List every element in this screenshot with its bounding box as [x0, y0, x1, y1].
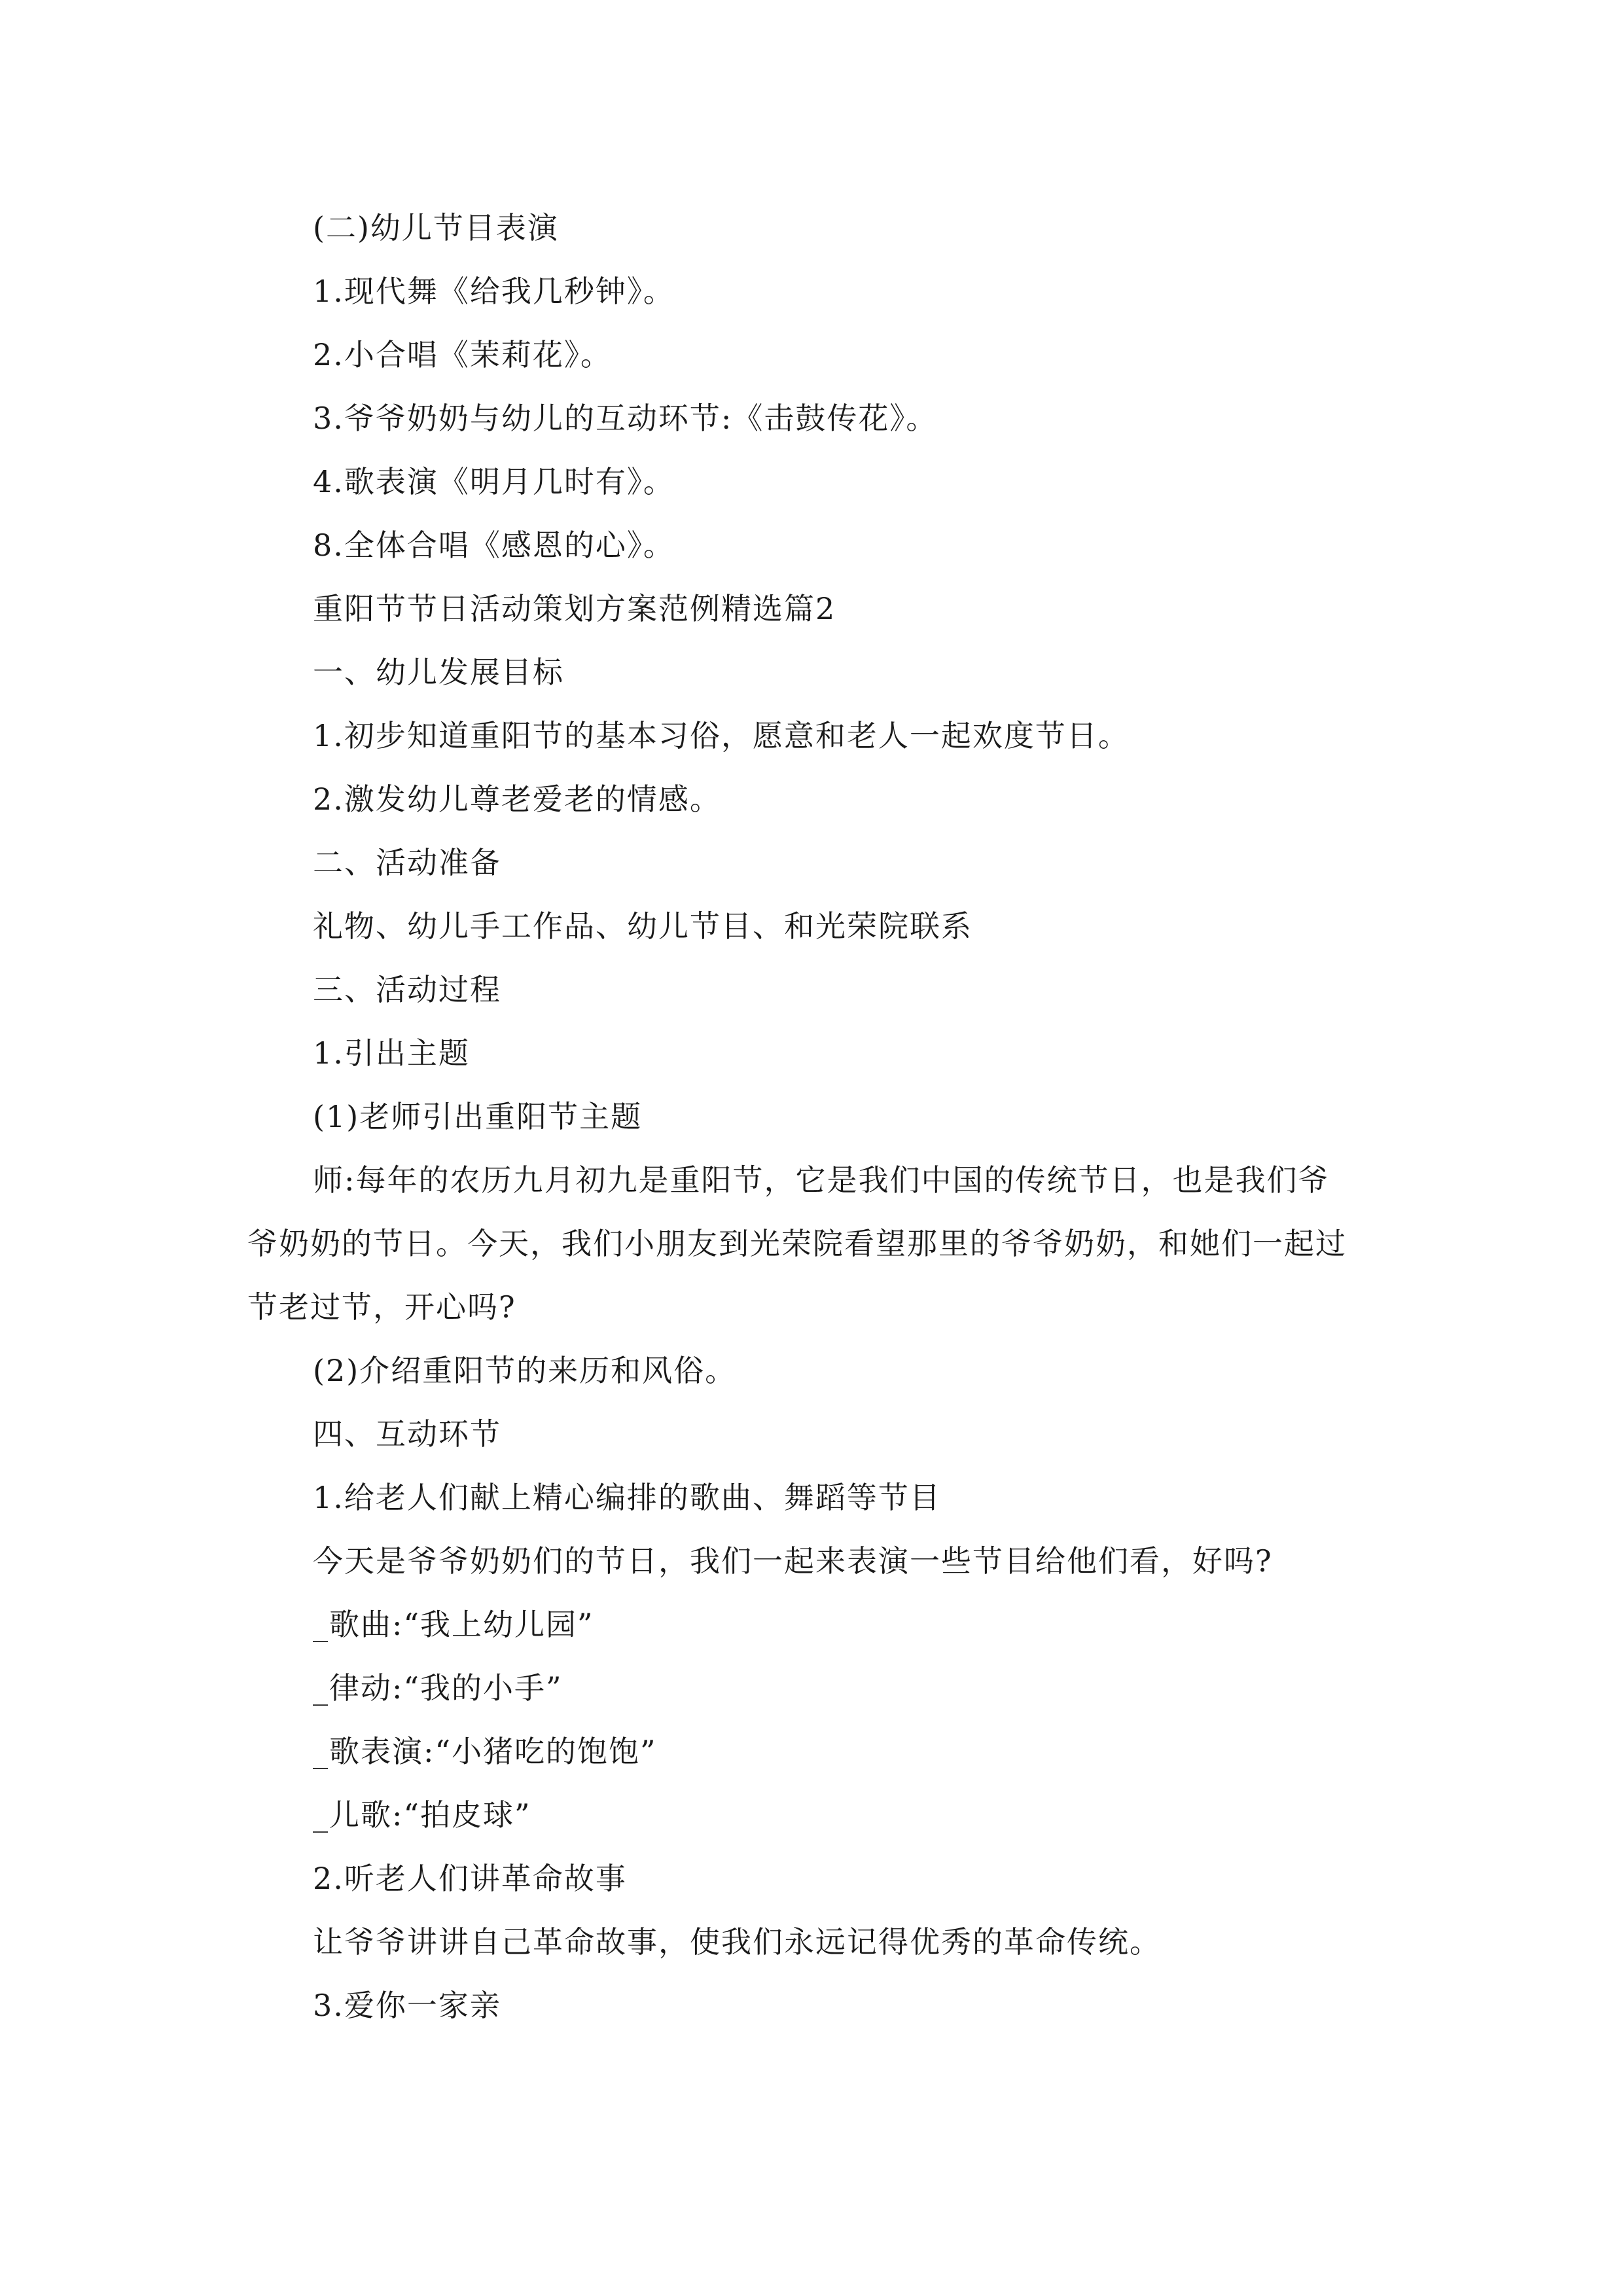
- list-item: _律动:“我的小手”: [313, 1670, 563, 1706]
- section-heading: (二)幼儿节目表演: [313, 210, 559, 245]
- paragraph-line: 节老过节，开心吗?: [247, 1289, 516, 1325]
- subsection-heading: 1.给老人们献上精心编排的歌曲、舞蹈等节目: [313, 1480, 941, 1515]
- section-heading: 二、活动准备: [313, 845, 501, 880]
- list-item: 2.激发幼儿尊老爱老的情感。: [313, 781, 721, 817]
- subsection-heading: (1)老师引出重阳节主题: [313, 1099, 643, 1134]
- paragraph-line: 师:每年的农历九月初九是重阳节，它是我们中国的传统节日，也是我们爷: [313, 1162, 1330, 1198]
- list-item: 1.初步知道重阳节的基本习俗，愿意和老人一起欢度节日。: [313, 718, 1130, 753]
- paragraph: 礼物、幼儿手工作品、幼儿节目、和光荣院联系: [313, 908, 972, 944]
- subsection-heading: 1.引出主题: [313, 1035, 470, 1071]
- list-item: 1.现代舞《给我几秒钟》。: [313, 274, 675, 309]
- paragraph: 今天是爷爷奶奶们的节日，我们一起来表演一些节目给他们看，好吗?: [313, 1543, 1273, 1579]
- list-item: 4.歌表演《明月几时有》。: [313, 464, 675, 499]
- section-heading: 三、活动过程: [313, 972, 501, 1007]
- subsection-heading: (2)介绍重阳节的来历和风俗。: [313, 1353, 737, 1388]
- list-item: _歌表演:“小猪吃的饱饱”: [313, 1734, 657, 1769]
- paragraph: 让爷爷讲讲自己革命故事，使我们永远记得优秀的革命传统。: [313, 1924, 1161, 1960]
- list-item: _歌曲:“我上幼儿园”: [313, 1607, 594, 1642]
- list-item: 3.爷爷奶奶与幼儿的互动环节:《击鼓传花》。: [313, 401, 938, 436]
- list-item: 2.小合唱《茉莉花》。: [313, 337, 612, 372]
- subsection-heading: 2.听老人们讲革命故事: [313, 1861, 627, 1896]
- list-item: _儿歌:“拍皮球”: [313, 1797, 531, 1833]
- section-heading: 四、互动环节: [313, 1416, 501, 1452]
- section-heading: 一、幼儿发展目标: [313, 655, 564, 690]
- subsection-heading: 3.爱你一家亲: [313, 1988, 501, 2023]
- paragraph-line: 爷奶奶的节日。今天，我们小朋友到光荣院看望那里的爷爷奶奶，和她们一起过: [247, 1226, 1347, 1261]
- article-title: 重阳节节日活动策划方案范例精选篇2: [313, 591, 836, 626]
- list-item: 8.全体合唱《感恩的心》。: [313, 528, 675, 563]
